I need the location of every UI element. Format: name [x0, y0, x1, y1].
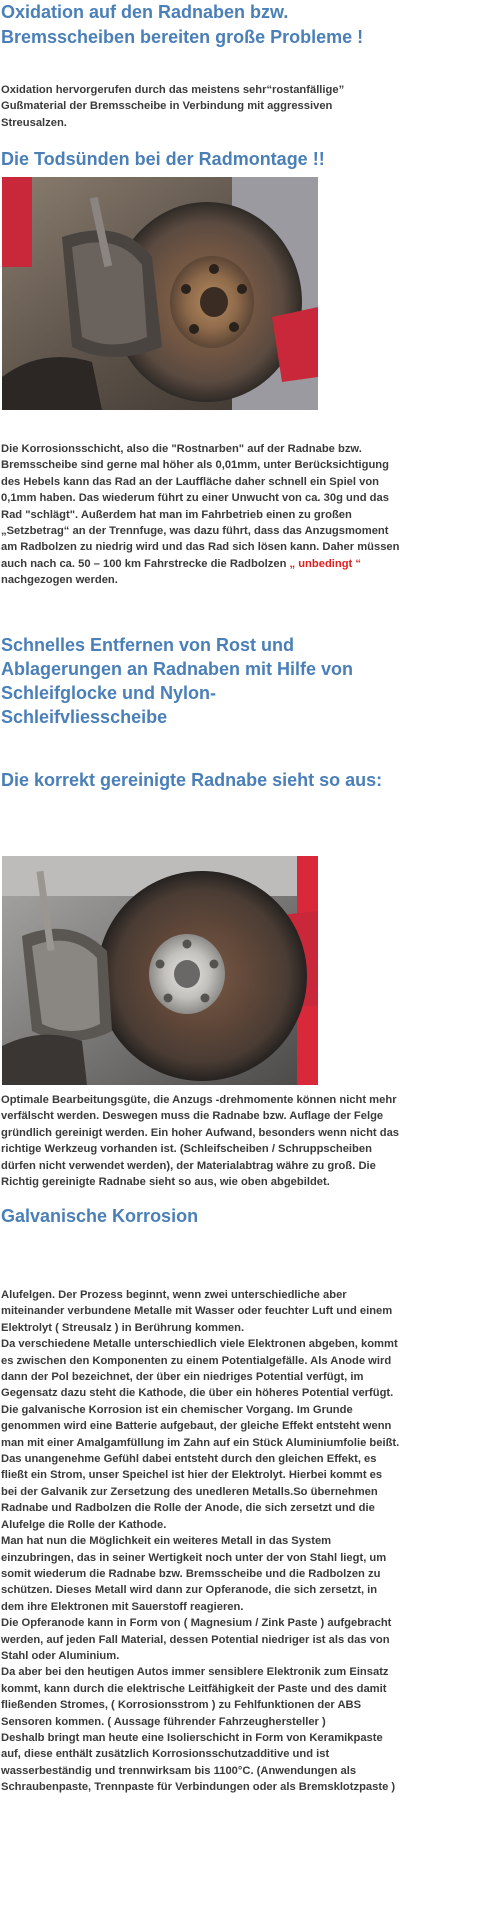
para-galvanisch — [1, 1287, 401, 1796]
para-korrosion-tail: nachgezogen werden. — [1, 574, 118, 587]
galvanisch-paragraph: Da verschiedene Metalle unterschiedlich viele Elektronen abgeben, kommt es zwischen den Komponenten zu einem Potentialgefälle. Als Anode wird dann der Pol bezeichnet, der über ein niedriges Potential verfügt, im Gegensatz dazu steht die Kathode, die über ein höheres Potential verfügt. — [1, 1338, 398, 1400]
rusty-brake-hub-illustration — [2, 177, 318, 410]
para-korrosion — [1, 441, 401, 589]
para-korrosion-main: Die Korrosionsschicht, also die "Rostnarben" auf der Radnabe bzw. Bremsscheibe sind gerne mal höher als 0,01mm, unter Berücksichtigung des Hebels kann das Rad an der Lauffläche daher schnell ein Spiel von 0,1mm haben. Das wiederum führt zu einer Unwucht von ca. 30g und das Rad "schlägt". Außerdem hat man im Fahrbetrieb einen zu großen „Setzbetrag“ an der Trennfuge, was dazu führt, dass das Anzugsmoment am Radbolzen zu niedrig wird und das Rad sich lösen kann. Daher müssen auch nach ca. 50 – 100 km Fahrstrecke die Radbolzen — [1, 443, 400, 570]
para-oxidation: Oxidation hervorgerufen durch das meistens sehr“rostanfällige” Gußmaterial der Bremsscheibe in Verbindung mit aggressiven Streusalzen. — [1, 84, 345, 129]
clean-brake-hub-illustration — [2, 856, 318, 1085]
galvanisch-paragraph: Die galvanische Korrosion ist ein chemischer Vorgang. Im Grunde genommen wird eine Batterie aufgebaut, der gleiche Effekt entsteht wenn man mit einer Amalgamfüllung im Zahn auf ein Stück Aluminiumfolie beißt. Das unangenehme Gefühl dabei entsteht durch den gleichen Effekt, es fließt ein Strom, unser Speichel ist hier der Elektrolyt. Hierbei kommt es bei der Galvanik zur Zersetzung des unedleren Metalls.So übernehmen Radnabe und Radbolzen die Rolle der Anode, die sich zersetzt und die Alufelge die Rolle der Kathode. — [1, 1403, 400, 1531]
heading-galvanisch: Galvanische Korrosion — [1, 1206, 199, 1226]
image-clean-brake-hub — [2, 856, 318, 1085]
galvanisch-paragraph: Deshalb bringt man heute eine Isolierschicht in Form von Keramikpaste auf, diese enthält zusätzlich Korrosionsschutzadditive und ist wasserbeständig und trennwirksam bis 1100°C. (Anwendungen als Schraubenpaste, Trennpaste für Verbindungen oder als Bremsklotzpaste ) — [1, 1731, 396, 1794]
heading-entfernen: Schnelles Entfernen von Rost und Ablagerungen an Radnaben mit Hilfe von Schleifglocke und Nylon-Schleifvliesscheibe — [1, 635, 354, 727]
galvanisch-paragraph: Die Opferanode kann in Form von ( Magnesium / Zink Paste ) aufgebracht werden, auf jeden Fall Material, dessen Potential niedriger ist als das von Stahl oder Aluminium. — [1, 1617, 392, 1662]
image-rusty-brake-hub — [2, 177, 318, 410]
heading-gereinigt: Die korrekt gereinigte Radnabe sieht so aus: — [1, 770, 383, 790]
galvanisch-paragraph: Man hat nun die Möglichkeit ein weiteres Metall in das System einzubringen, das in seiner Wertigkeit noch unter der von Stahl liegt, um somit wiederum die Radnabe bzw. Bremsscheibe und die Radbolzen zu schützen. Dieses Metall wird dann zur Opferanode, die sich zersetzt, in dem ihre Elektronen mit Sauerstoff reagieren. — [1, 1535, 387, 1613]
galvanisch-paragraph: Da aber bei den heutigen Autos immer sensiblere Elektronik zum Einsatz kommt, kann durch die elektrische Leitfähigkeit der Paste und des damit fließenden Stromes, ( Korrosionsstrom ) zu Fehlfunktionen der ABS Sensoren kommen. ( Aussage führender Fahrzeughersteller ) — [1, 1666, 389, 1728]
emphasis-unbedingt: „ unbedingt “ — [289, 557, 361, 570]
galvanisch-paragraph: Alufelgen. Der Prozess beginnt, wenn zwei unterschiedliche aber miteinander verbundene Metalle mit Wasser oder feuchter Luft und einem Elektrolyt ( Streusalz ) in Berührung kommen. — [1, 1289, 393, 1334]
heading-todsuenden: Die Todsünden bei der Radmontage !! — [1, 149, 325, 169]
heading-oxidation: Oxidation auf den Radnaben bzw. Bremsscheiben bereiten große Probleme ! — [1, 2, 364, 47]
para-bearbeitung: Optimale Bearbeitungsgüte, die Anzugs -drehmomente können nicht mehr verfälscht werden. Deswegen muss die Radnabe bzw. Auflage der Felge gründlich gereinigt werden. Ein hoher Aufwand, besonders wenn nicht das richtige Werkzeug vorhanden ist. (Schleifscheiben / Schruppscheiben dürfen nicht verwendet werden), der Materialabtrag währe zu groß. Die Richtig gereinigte Radnabe sieht so aus, wie oben abgebildet. — [1, 1094, 400, 1189]
